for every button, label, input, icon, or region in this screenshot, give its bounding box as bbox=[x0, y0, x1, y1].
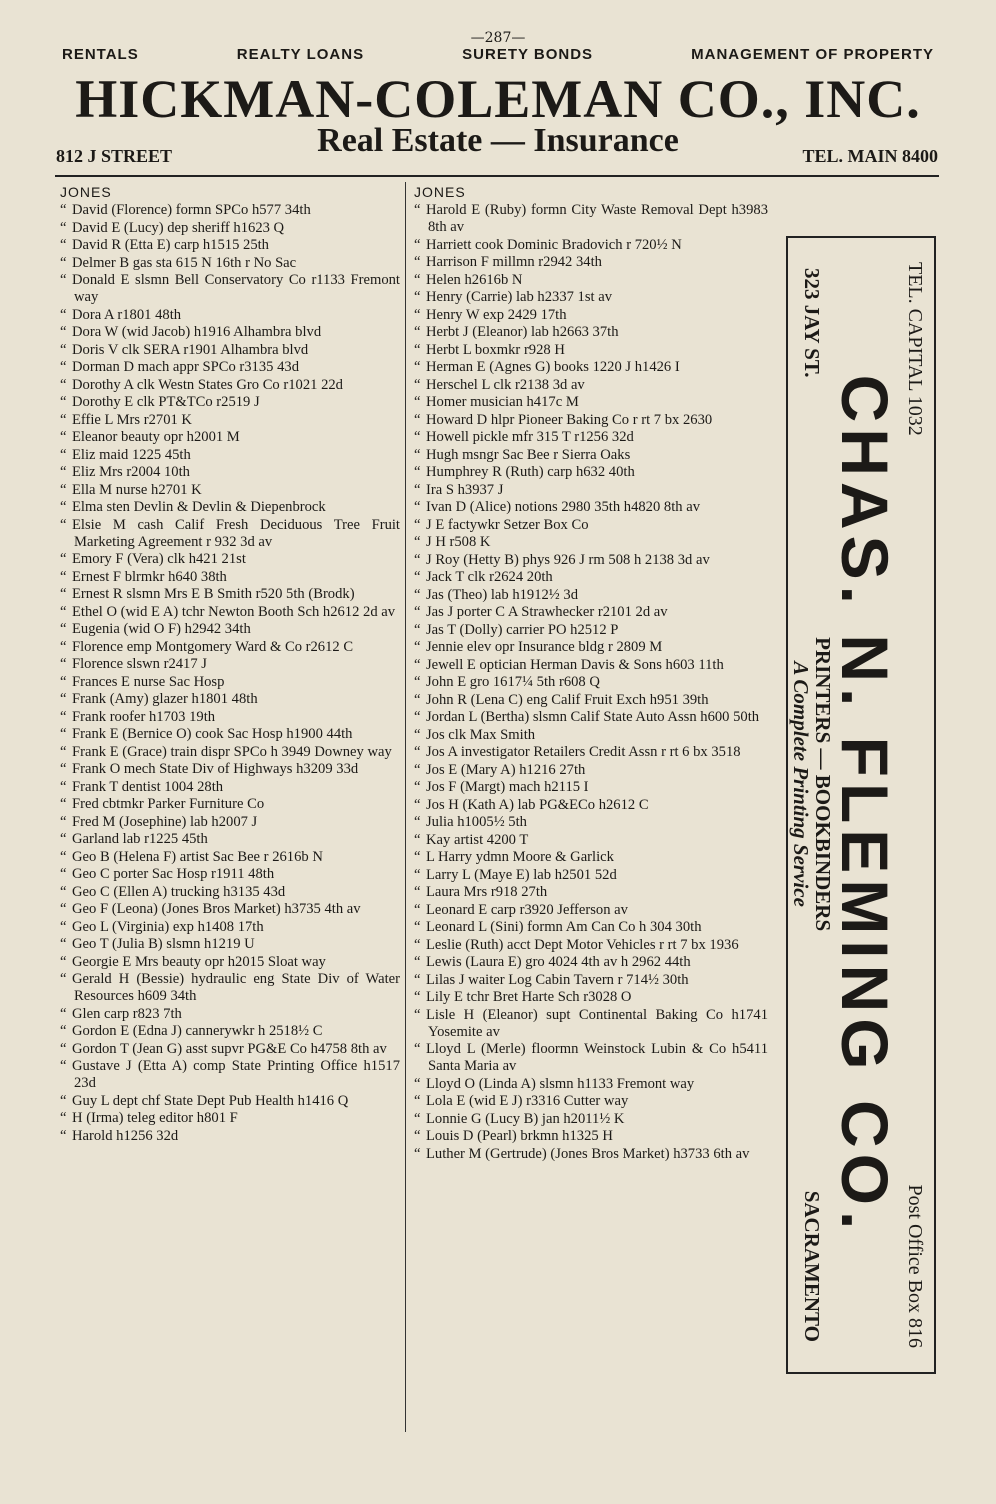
directory-entry: “ Doris V clk SERA r1901 Alhambra blvd bbox=[60, 342, 400, 359]
directory-entry: “ Geo C (Ellen A) trucking h3135 43d bbox=[60, 884, 400, 901]
directory-entry: “ Guy L dept chf State Dept Pub Health h1416 Q bbox=[60, 1093, 400, 1110]
directory-entry: “ Frank (Amy) glazer h1801 48th bbox=[60, 691, 400, 708]
directory-entry: “ Ira S h3937 J bbox=[414, 482, 768, 499]
directory-entry: “ Frank E (Grace) train dispr SPCo h 3949 Downey way bbox=[60, 744, 400, 761]
directory-entry: “ Harold h1256 32d bbox=[60, 1128, 400, 1145]
service-management: MANAGEMENT OF PROPERTY bbox=[691, 46, 934, 63]
directory-entry: “ Frank roofer h1703 19th bbox=[60, 709, 400, 726]
directory-entry: “ Geo F (Leona) (Jones Bros Market) h3735 4th av bbox=[60, 901, 400, 918]
directory-entry: “ Laura Mrs r918 27th bbox=[414, 884, 768, 901]
directory-entry: “ Harriett cook Dominic Bradovich r 720½ N bbox=[414, 237, 768, 254]
directory-entry: “ Gerald H (Bessie) hydraulic eng State Div of Water Resources h609 34th bbox=[60, 971, 400, 1005]
directory-entry: “ Jordan L (Bertha) slsmn Calif State Auto Assn h600 50th bbox=[414, 709, 768, 726]
right-column bbox=[414, 184, 768, 1163]
company-address: 812 J STREET bbox=[56, 146, 173, 166]
service-realty-loans: REALTY LOANS bbox=[236, 46, 365, 63]
directory-entry: “ H (Irma) teleg editor h801 F bbox=[60, 1110, 400, 1127]
directory-entry: “ Gordon E (Edna J) cannerywkr h 2518½ C bbox=[60, 1023, 400, 1040]
header-rule bbox=[55, 175, 939, 177]
directory-entry: “ Frank E (Bernice O) cook Sac Hosp h1900 44th bbox=[60, 726, 400, 743]
directory-entry: “ Ernest F blrmkr h640 38th bbox=[60, 569, 400, 586]
directory-entry: “ Fred M (Josephine) lab h2007 J bbox=[60, 814, 400, 831]
ad-slogan: A Complete Printing Service bbox=[789, 661, 813, 907]
ad-po-box: Post Office Box 816 bbox=[904, 1184, 927, 1348]
directory-entry: “ Fred cbtmkr Parker Furniture Co bbox=[60, 796, 400, 813]
directory-entry: “ Ella M nurse h2701 K bbox=[60, 482, 400, 499]
directory-entry: “ Howard D hlpr Pioneer Baking Co r rt 7 bx 2630 bbox=[414, 412, 768, 429]
directory-entry: “ Larry L (Maye E) lab h2501 52d bbox=[414, 867, 768, 884]
directory-entry: “ Harrison F millmn r2942 34th bbox=[414, 254, 768, 271]
directory-entry: “ David R (Etta E) carp h1515 25th bbox=[60, 237, 400, 254]
service-rentals: RENTALS bbox=[62, 46, 139, 63]
directory-entry: “ Hugh msngr Sac Bee r Sierra Oaks bbox=[414, 447, 768, 464]
directory-entry: “ Frank T dentist 1004 28th bbox=[60, 779, 400, 796]
directory-entry: “ Dorman D mach appr SPCo r3135 43d bbox=[60, 359, 400, 376]
services-bar bbox=[62, 46, 934, 63]
directory-entry: “ Lewis (Laura E) gro 4024 4th av h 2962 44th bbox=[414, 954, 768, 971]
directory-entry: “ Lloyd L (Merle) floormn Weinstock Lubin & Co h5411 Santa Maria av bbox=[414, 1041, 768, 1075]
directory-entry: “ Leonard L (Sini) formn Am Can Co h 304 30th bbox=[414, 919, 768, 936]
directory-entry: “ Julia h1005½ 5th bbox=[414, 814, 768, 831]
directory-entry: “ Henry W exp 2429 17th bbox=[414, 307, 768, 324]
directory-entry: “ J E factywkr Setzer Box Co bbox=[414, 517, 768, 534]
directory-entry: “ Eugenia (wid O F) h2942 34th bbox=[60, 621, 400, 638]
directory-entry: “ Effie L Mrs r2701 K bbox=[60, 412, 400, 429]
directory-entry: “ Ethel O (wid E A) tchr Newton Booth Sch h2612 2d av bbox=[60, 604, 400, 621]
directory-entry: “ L Harry ydmn Moore & Garlick bbox=[414, 849, 768, 866]
directory-entry: “ Florence emp Montgomery Ward & Co r2612 C bbox=[60, 639, 400, 656]
directory-entry: “ Jewell E optician Herman Davis & Sons h603 11th bbox=[414, 657, 768, 674]
directory-entry: “ Elsie M cash Calif Fresh Deciduous Tree Fruit Marketing Agreement r 932 3d av bbox=[60, 517, 400, 551]
ad-city: SACRAMENTO bbox=[800, 1190, 825, 1342]
directory-entry: “ Florence slswn r2417 J bbox=[60, 656, 400, 673]
directory-entry: “ Herman E (Agnes G) books 1220 J h1426 I bbox=[414, 359, 768, 376]
ad-address: 323 JAY ST. bbox=[800, 268, 825, 378]
advertisement-content bbox=[788, 238, 934, 1372]
directory-entry: “ Georgie E Mrs beauty opr h2015 Sloat way bbox=[60, 954, 400, 971]
directory-entry: “ Humphrey R (Ruth) carp h632 40th bbox=[414, 464, 768, 481]
ad-services-block bbox=[790, 637, 834, 931]
directory-entry: “ Jos clk Max Smith bbox=[414, 727, 768, 744]
advertisement-bottom-row bbox=[790, 238, 834, 1372]
directory-entry: “ Lilas J waiter Log Cabin Tavern r 714½ 30th bbox=[414, 972, 768, 989]
column-divider bbox=[405, 182, 406, 1432]
directory-entry: “ Jack T clk r2624 20th bbox=[414, 569, 768, 586]
directory-entry: “ Ivan D (Alice) notions 2980 35th h4820 8th av bbox=[414, 499, 768, 516]
directory-entry: “ Eleanor beauty opr h2001 M bbox=[60, 429, 400, 446]
directory-entry: “ Harold E (Ruby) formn City Waste Removal Dept h3983 8th av bbox=[414, 202, 768, 236]
company-telephone: TEL. MAIN 8400 bbox=[802, 146, 938, 166]
company-tagline: Real Estate — Insurance bbox=[317, 122, 679, 159]
directory-entry: “ Lola E (wid E J) r3316 Cutter way bbox=[414, 1093, 768, 1110]
directory-entry: “ Jas (Theo) lab h1912½ 3d bbox=[414, 587, 768, 604]
directory-entry: “ Herbt J (Eleanor) lab h2663 37th bbox=[414, 324, 768, 341]
directory-entry: “ Eliz Mrs r2004 10th bbox=[60, 464, 400, 481]
directory-entry: “ Leslie (Ruth) acct Dept Motor Vehicles r rt 7 bx 1936 bbox=[414, 937, 768, 954]
directory-entry: “ Lisle H (Eleanor) supt Continental Baking Co h1741 Yosemite av bbox=[414, 1007, 768, 1041]
directory-entry: “ Garland lab r1225 45th bbox=[60, 831, 400, 848]
directory-entry: “ Jas T (Dolly) carrier PO h2512 P bbox=[414, 622, 768, 639]
directory-entry: “ Jos A investigator Retailers Credit Assn r rt 6 bx 3518 bbox=[414, 744, 768, 761]
company-name: HICKMAN-COLEMAN CO., INC. bbox=[75, 69, 921, 129]
left-column bbox=[60, 184, 400, 1145]
directory-entry: “ David E (Lucy) dep sheriff h1623 Q bbox=[60, 220, 400, 237]
directory-entry: “ Jos F (Margt) mach h2115 I bbox=[414, 779, 768, 796]
directory-entry: “ Lloyd O (Linda A) slsmn h1133 Fremont way bbox=[414, 1076, 768, 1093]
directory-entry: “ J Roy (Hetty B) phys 926 J rm 508 h 2138 3d av bbox=[414, 552, 768, 569]
column-heading: JONES bbox=[414, 184, 466, 200]
directory-entry: “ Homer musician h417c M bbox=[414, 394, 768, 411]
directory-entry: “ Jas J porter C A Strawhecker r2101 2d av bbox=[414, 604, 768, 621]
directory-entry: “ John R (Lena C) eng Calif Fruit Exch h951 39th bbox=[414, 692, 768, 709]
directory-entry: “ David (Florence) formn SPCo h577 34th bbox=[60, 202, 400, 219]
directory-entry: “ Gustave J (Etta A) comp State Printing Office h1517 23d bbox=[60, 1058, 400, 1092]
directory-entry: “ Ernest R slsmn Mrs E B Smith r520 5th (Brodk) bbox=[60, 586, 400, 603]
directory-entry: “ Dora W (wid Jacob) h1916 Alhambra blvd bbox=[60, 324, 400, 341]
directory-entry: “ Jennie elev opr Insurance bldg r 2809 M bbox=[414, 639, 768, 656]
directory-entry: “ Dorothy A clk Westn States Gro Co r1021 22d bbox=[60, 377, 400, 394]
directory-entry: “ J H r508 K bbox=[414, 534, 768, 551]
directory-entry: “ Luther M (Gertrude) (Jones Bros Market) h3733 6th av bbox=[414, 1146, 768, 1163]
directory-entry: “ Delmer B gas sta 615 N 16th r No Sac bbox=[60, 255, 400, 272]
directory-entry: “ Eliz maid 1225 45th bbox=[60, 447, 400, 464]
directory-entry: “ Frank O mech State Div of Highways h3209 33d bbox=[60, 761, 400, 778]
directory-entry: “ Frances E nurse Sac Hosp bbox=[60, 674, 400, 691]
entry-list bbox=[414, 202, 768, 1163]
directory-entry: “ Helen h2616b N bbox=[414, 272, 768, 289]
directory-entry: “ Howell pickle mfr 315 T r1256 32d bbox=[414, 429, 768, 446]
directory-entry: “ Geo T (Julia B) slsmn h1219 U bbox=[60, 936, 400, 953]
directory-entry: “ Herschel L clk r2138 3d av bbox=[414, 377, 768, 394]
advertisement bbox=[786, 236, 936, 1374]
service-surety-bonds: SURETY BONDS bbox=[462, 46, 594, 63]
directory-entry: “ Lily E tchr Bret Harte Sch r3028 O bbox=[414, 989, 768, 1006]
directory-entry: “ Herbt L boxmkr r928 H bbox=[414, 342, 768, 359]
directory-entry: “ Emory F (Vera) clk h421 21st bbox=[60, 551, 400, 568]
directory-entry: “ Jos E (Mary A) h1216 27th bbox=[414, 762, 768, 779]
directory-entry: “ Geo L (Virginia) exp h1408 17th bbox=[60, 919, 400, 936]
directory-entry: “ Dora A r1801 48th bbox=[60, 307, 400, 324]
entry-list bbox=[60, 202, 400, 1145]
directory-entry: “ Gordon T (Jean G) asst supvr PG&E Co h4758 8th av bbox=[60, 1041, 400, 1058]
directory-entry: “ Donald E slsmn Bell Conservatory Co r1133 Fremont way bbox=[60, 272, 400, 306]
directory-entry: “ Louis D (Pearl) brkmn h1325 H bbox=[414, 1128, 768, 1145]
directory-entry: “ Geo B (Helena F) artist Sac Bee r 2616b N bbox=[60, 849, 400, 866]
ad-telephone: TEL. CAPITAL 1032 bbox=[904, 262, 927, 436]
directory-entry: “ John E gro 1617¼ 5th r608 Q bbox=[414, 674, 768, 691]
directory-entry: “ Kay artist 4200 T bbox=[414, 832, 768, 849]
page-number: —287— bbox=[470, 30, 526, 46]
ad-company-name: CHAS. N. FLEMING CO. bbox=[828, 374, 902, 1236]
directory-entry: “ Lonnie G (Lucy B) jan h2011½ K bbox=[414, 1111, 768, 1128]
ad-services: PRINTERS — BOOKBINDERS bbox=[811, 637, 835, 932]
directory-entry: “ Glen carp r823 7th bbox=[60, 1006, 400, 1023]
directory-entry: “ Jos H (Kath A) lab PG&ECo h2612 C bbox=[414, 797, 768, 814]
directory-entry: “ Henry (Carrie) lab h2337 1st av bbox=[414, 289, 768, 306]
directory-entry: “ Dorothy E clk PT&TCo r2519 J bbox=[60, 394, 400, 411]
directory-entry: “ Elma sten Devlin & Devlin & Diepenbrock bbox=[60, 499, 400, 516]
directory-entry: “ Leonard E carp r3920 Jefferson av bbox=[414, 902, 768, 919]
directory-entry: “ Geo C porter Sac Hosp r1911 48th bbox=[60, 866, 400, 883]
column-heading: JONES bbox=[60, 184, 112, 200]
